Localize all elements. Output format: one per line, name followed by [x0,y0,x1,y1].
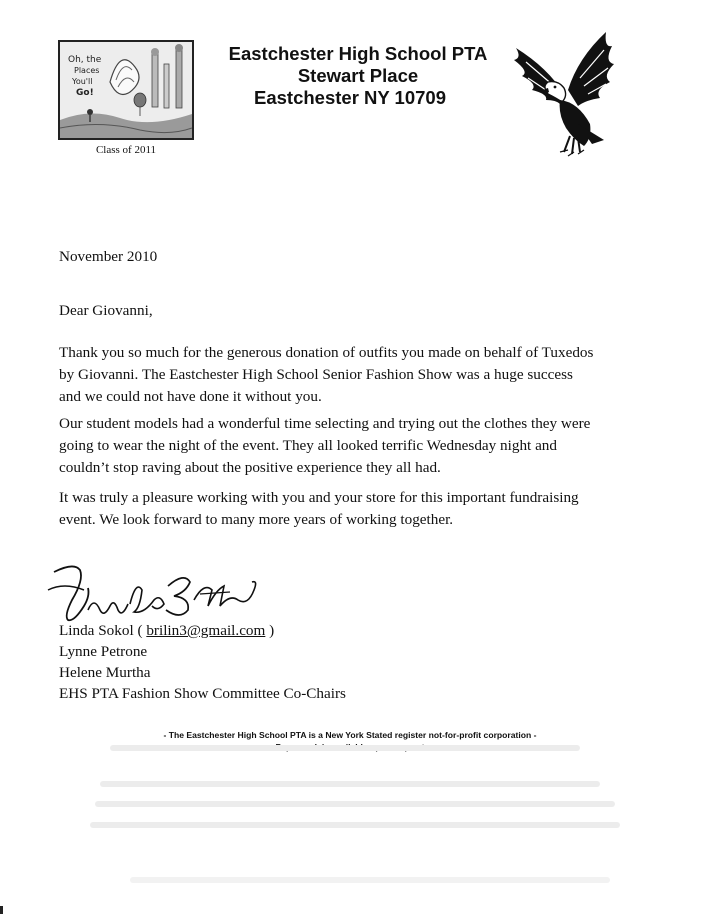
bleed-through-mark [95,801,615,807]
text-line: event. We look forward to many more years of working together. [59,511,454,528]
signer-role: EHS PTA Fashion Show Committee Co-Chairs [59,685,346,702]
eagle-icon [508,28,618,158]
text-line: It was truly a pleasure working with you and your store for this important fundraising [59,489,579,506]
letter-date: November 2010 [59,248,158,265]
letterhead [218,43,498,109]
text-line: Our student models had a wonderful time selecting and trying out the clothes they were [59,415,591,432]
text-line: by Giovanni. The Eastchester High School Senior Fashion Show was a huge success [59,366,573,383]
signers-block [59,620,346,704]
footer-line: - The Eastchester High School PTA is a New York Stated register not-for-profit corporation - [163,730,537,740]
email-paren: ( [133,622,147,639]
street-address: Stewart Place [297,65,419,86]
signer-name: Helene Murtha [59,664,151,681]
signer-line [59,620,346,641]
class-logo-image [58,40,194,140]
email-paren: ) [265,622,275,639]
text-line: and we could not have done it without you. [59,388,322,405]
text-line: going to wear the night of the event. They all looked terrific Wednesday night and [59,437,557,454]
paragraph-closing [59,487,639,531]
logo-text-line: Places [74,66,100,75]
logo-text-line: Oh, the [68,55,102,65]
text-line: Thank you so much for the generous donation of outfits you made on behalf of Tuxedos [59,344,594,361]
logo-text-line: You'll [72,77,93,86]
bleed-through-mark [130,877,610,883]
scan-edge-mark [0,906,3,914]
signer-name: Linda Sokol [59,622,134,639]
text-line: couldn’t stop raving about the positive experience they all had. [59,459,441,476]
city-address: Eastchester NY 10709 [254,87,446,108]
handwritten-signature [44,560,274,626]
bleed-through-mark [90,822,620,828]
logo-caption: Class of 2011 [95,144,157,156]
bleed-through-mark [110,745,580,751]
org-name: Eastchester High School PTA [228,43,488,64]
logo-text-line: Go! [76,88,94,98]
email-link[interactable]: brilin3@gmail.com [146,622,266,639]
paragraph-models [59,413,639,479]
salutation: Dear Giovanni, [59,302,153,319]
paragraph-thanks [59,342,639,408]
bleed-through-mark [100,781,600,787]
signer-name: Lynne Petrone [59,643,148,660]
